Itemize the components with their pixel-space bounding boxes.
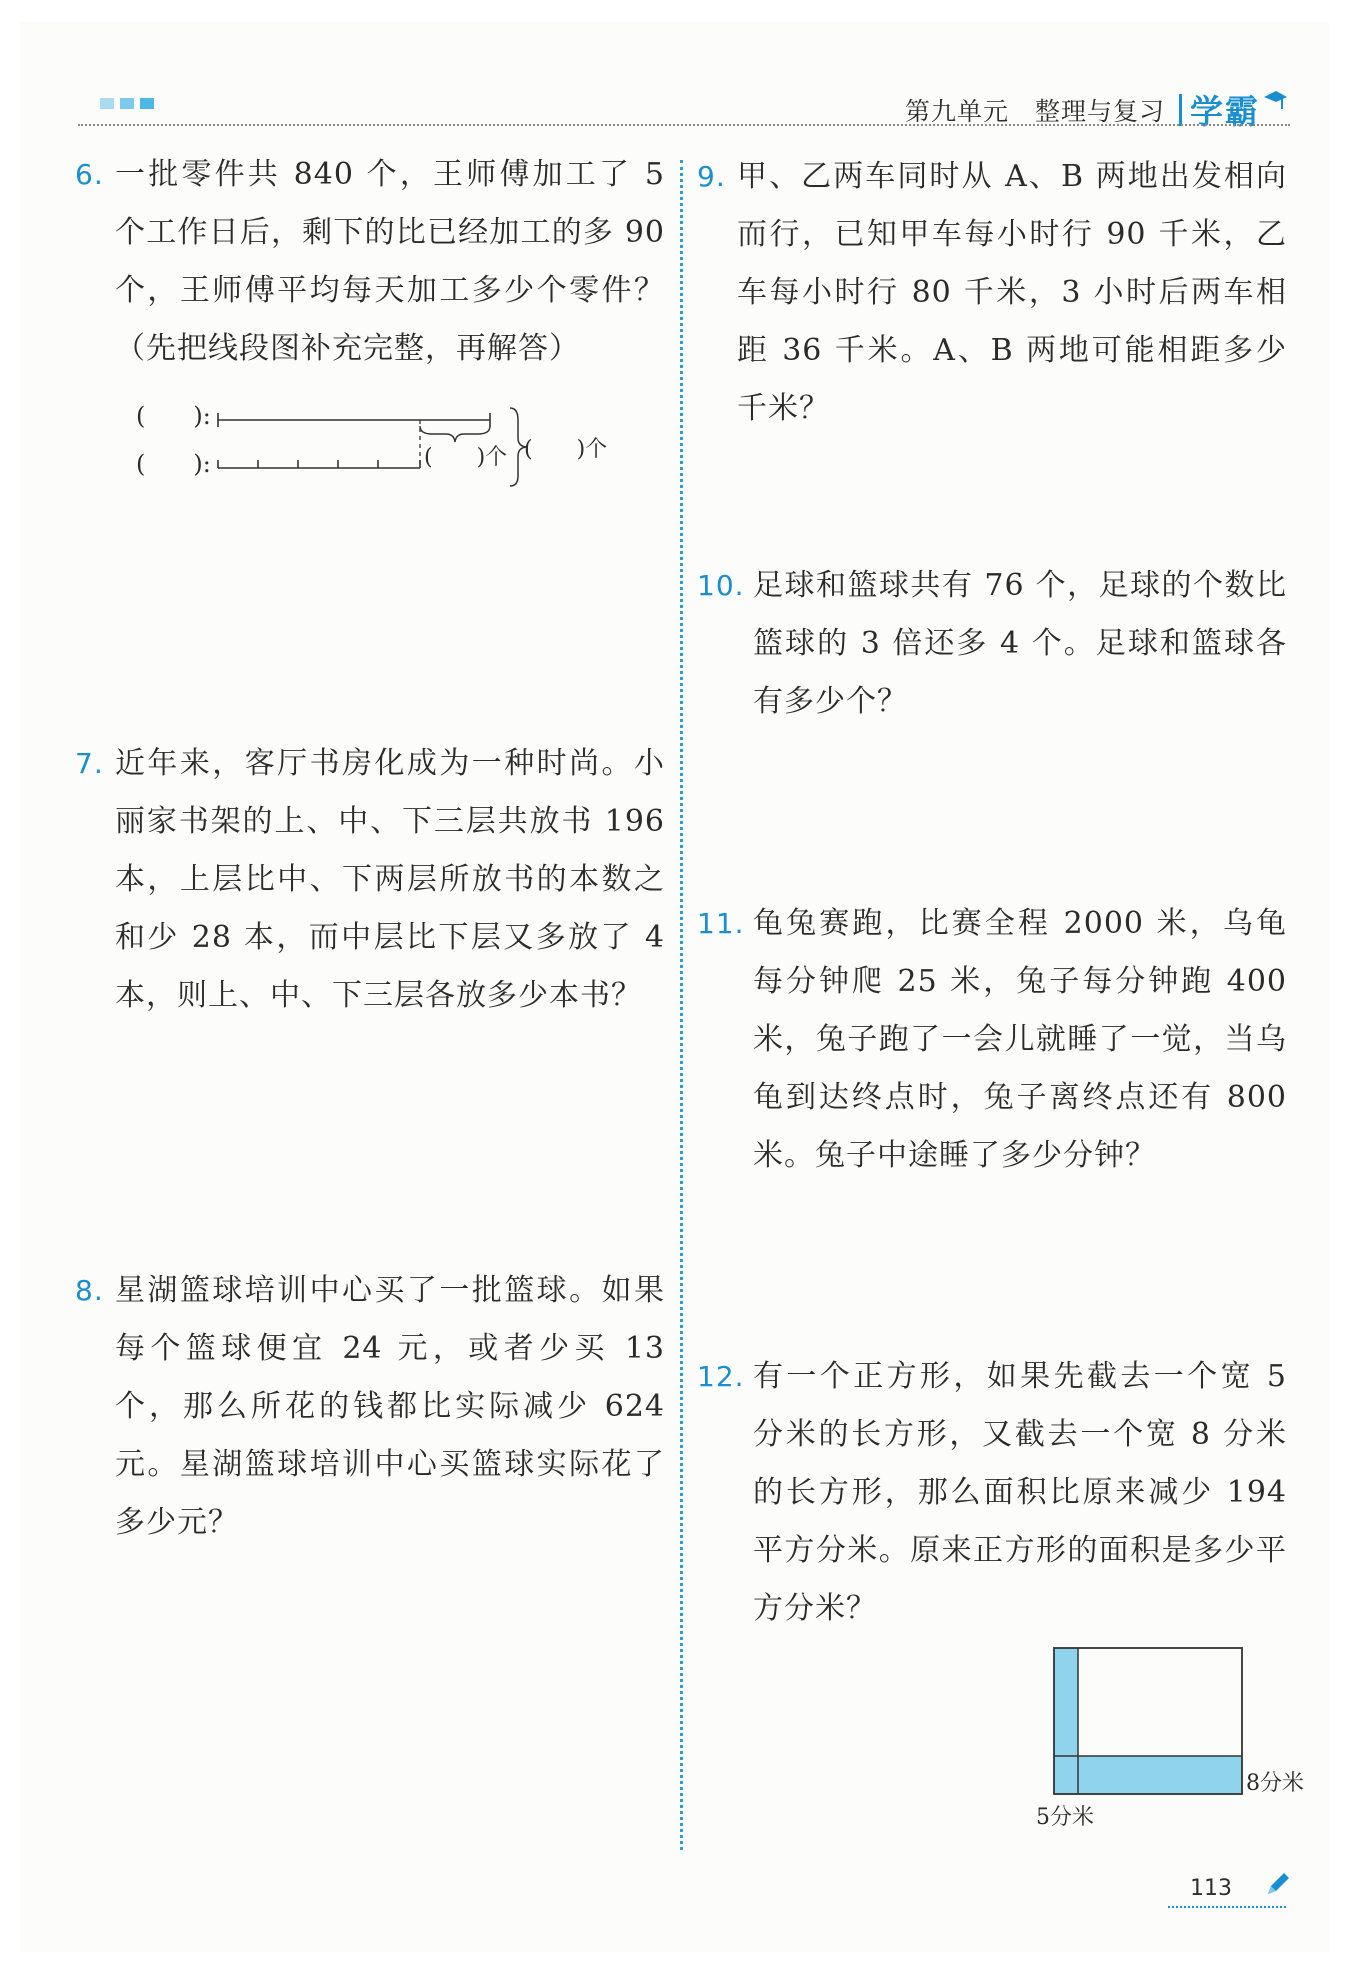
question-number: 6. <box>75 158 104 191</box>
graduation-cap-icon <box>1262 89 1288 113</box>
question-text: 龟兔赛跑，比赛全程 2000 米，乌龟每分钟爬 25 米，兔子每分钟跑 400 米，兔子跑了一会儿就睡了一觉，当乌龟到达终点时，兔子离终点还有 800 米。兔子中途睡了多少分钟？ <box>753 906 1287 1173</box>
question-number: 8. <box>75 1274 104 1307</box>
bottom-strip <box>1078 1756 1242 1794</box>
question-7 <box>75 735 665 1025</box>
page-number: 113 <box>1190 1876 1232 1901</box>
diagram-outer-blank: ( )个 <box>524 437 608 462</box>
question-11 <box>697 895 1287 1185</box>
question-number: 7. <box>75 747 104 780</box>
header-separator <box>1179 94 1182 126</box>
question-12 <box>697 1348 1287 1638</box>
line-segment-diagram <box>128 398 628 498</box>
question-10 <box>697 557 1287 731</box>
diagram-inner-blank: ( )个 <box>424 445 508 470</box>
question-text: 星湖篮球培训中心买了一批篮球。如果每个篮球便宜 24 元，或者少买 13 个，那么所花的钱都比实际减少 624 元。星湖篮球培训中心买篮球实际花了多少元？ <box>115 1273 665 1540</box>
question-9 <box>697 148 1287 438</box>
header-decoration <box>100 98 154 109</box>
question-number: 12. <box>697 1360 745 1393</box>
column-divider <box>680 160 683 1850</box>
question-text: 甲、乙两车同时从 A、B 两地出发相向而行，已知甲车每小时行 90 千米，乙车每小时行 80 千米，3 小时后两车相距 36 千米。A、B 两地可能相距多少千米？ <box>737 159 1287 426</box>
left-strip <box>1054 1648 1078 1794</box>
question-text: 近年来，客厅书房化成为一种时尚。小丽家书架的上、中、下三层共放书 196 本，上层比中、下两层所放书的本数之和少 28 本，而中层比下层又多放了 4 本，则上、中、下三层各放多少本书？ <box>115 746 665 1013</box>
question-text: 一批零件共 840 个，王师傅加工了 5 个工作日后，剩下的比已经加工的多 90 个，王师傅平均每天加工多少个零件？（先把线段图补充完整，再解答） <box>115 157 665 366</box>
header-topic: 整理与复习 <box>1034 96 1165 126</box>
question-text: 足球和篮球共有 76 个，足球的个数比篮球的 3 倍还多 4 个。足球和篮球各有多少个？ <box>753 568 1287 719</box>
footer-rule <box>1168 1906 1286 1908</box>
diagram-row2-label: ( ): <box>136 450 211 478</box>
label-5dm: 5分米 <box>1036 1805 1094 1830</box>
question-number: 10. <box>697 569 745 602</box>
header-rule <box>78 124 1290 126</box>
question-text: 有一个正方形，如果先截去一个宽 5 分米的长方形，又截去一个宽 8 分米的长方形，那么面积比原来减少 194 平方分米。原来正方形的面积是多少平方分米？ <box>753 1359 1287 1626</box>
pencil-icon <box>1264 1870 1292 1898</box>
header-unit: 第九单元 <box>904 96 1009 126</box>
question-6 <box>75 146 665 378</box>
label-8dm: 8分米 <box>1246 1771 1304 1796</box>
question-number: 9. <box>697 160 726 193</box>
brand-logo: 学霸 <box>1190 92 1260 131</box>
question-number: 11. <box>697 907 745 940</box>
question-8 <box>75 1262 665 1552</box>
diagram-row1-label: ( ): <box>136 402 211 430</box>
square-diagram <box>1030 1640 1304 1840</box>
